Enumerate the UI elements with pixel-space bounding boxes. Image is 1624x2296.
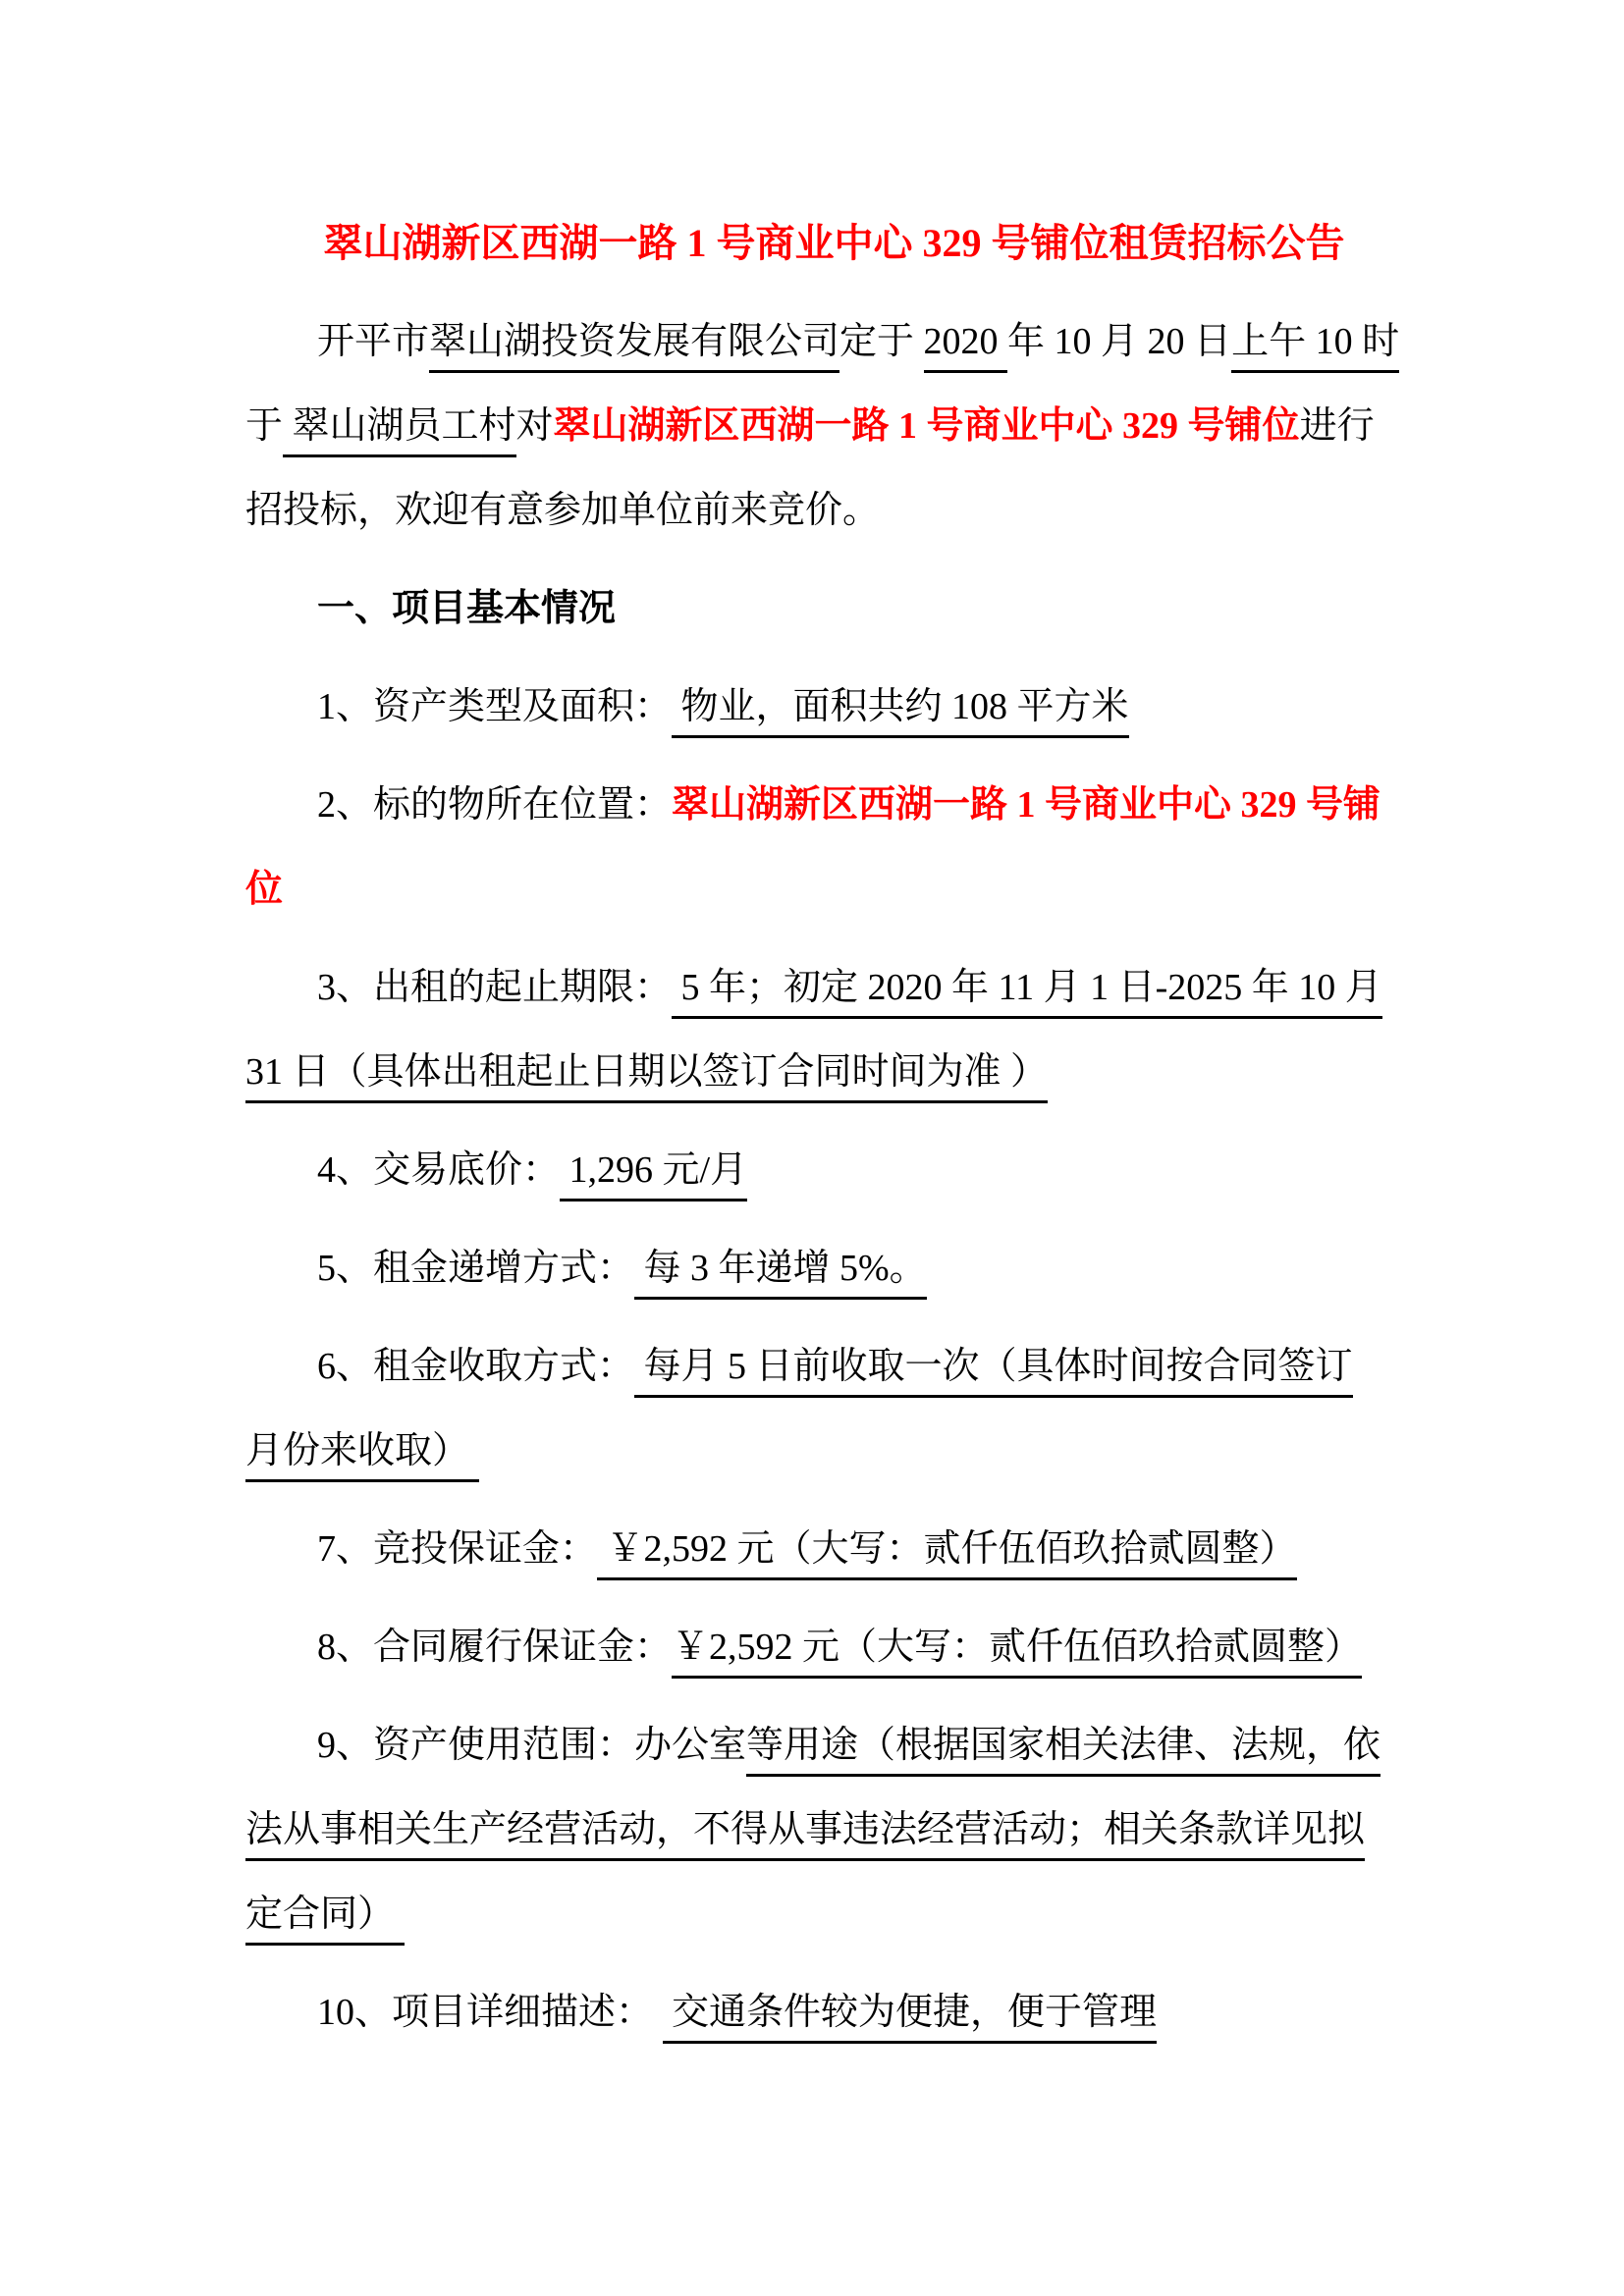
- text-line: [245, 1872, 1423, 1956]
- text-line: [245, 1409, 1423, 1493]
- text-line: [245, 468, 1423, 553]
- underlined-value-text: 物业，面积共约 108 平方米: [672, 686, 1129, 738]
- body-text: 10、项目详细描述：: [317, 1992, 663, 2033]
- item-9-usage-scope: [245, 1703, 1423, 1956]
- body-text: 4、交易底价：: [317, 1149, 561, 1191]
- body-text: 招投标，欢迎有意参加单位前来竞价。: [245, 490, 881, 531]
- underlined-value-text: 翠山湖员工村: [283, 405, 516, 457]
- text-line: [245, 384, 1423, 468]
- item-2-location: [245, 763, 1423, 932]
- text-line: [245, 1703, 1423, 1788]
- text-line: [245, 1970, 1423, 2055]
- underlined-value-text: 2020: [924, 321, 1008, 373]
- body-text: 2、标的物所在位置：: [317, 784, 673, 826]
- body-text: 开平市: [317, 321, 430, 362]
- body-text: 9、资产使用范围：办公室: [317, 1725, 747, 1766]
- underlined-value-text: 每月 5 日前收取一次（具体时间按合同签订: [634, 1346, 1353, 1398]
- body-text: 8、合同履行保证金：: [317, 1627, 673, 1668]
- body-text: 一、项目基本情况: [317, 588, 617, 629]
- underlined-value-text: 交通条件较为便捷，便于管理: [663, 1992, 1158, 2044]
- item-6-rent-collection: [245, 1324, 1423, 1493]
- body-text: 1、资产类型及面积：: [317, 686, 673, 727]
- highlighted-red-text: 翠山湖新区西湖一路 1 号商业中心 329 号铺位: [553, 405, 1300, 447]
- underlined-value-text: 1,296 元/月: [560, 1149, 747, 1201]
- item-10-description: [245, 1970, 1423, 2055]
- item-4-base-price: [245, 1128, 1423, 1212]
- underlined-value-text: 月份来收取）: [245, 1430, 479, 1482]
- text-line: [245, 299, 1423, 384]
- item-3-lease-term: [245, 945, 1423, 1114]
- text-line: [245, 1324, 1423, 1409]
- text-line: [245, 665, 1423, 749]
- item-8-performance-deposit: [245, 1605, 1423, 1689]
- underlined-value-text: ￥2,592 元（大写：贰仟伍佰玖拾贰圆整）: [597, 1528, 1297, 1580]
- underlined-value-text: 5 年；初定 2020 年 11 月 1 日-2025 年 10 月: [672, 967, 1382, 1019]
- highlighted-red-text: 翠山湖新区西湖一路 1 号商业中心 329 号铺: [672, 784, 1381, 826]
- body-text: 进行: [1299, 405, 1375, 447]
- body-text: 定于: [839, 321, 924, 362]
- text-line: [245, 847, 1423, 932]
- text-line: [245, 1128, 1423, 1212]
- item-1-asset-type: [245, 665, 1423, 749]
- text-line: [245, 1226, 1423, 1310]
- document-body: [245, 299, 1423, 2055]
- body-text: 于: [245, 405, 284, 447]
- underlined-value-text: 每 3 年递增 5%。: [634, 1248, 927, 1300]
- body-text: 年 10 月 20 日: [1007, 321, 1232, 362]
- text-line: [245, 1605, 1423, 1689]
- body-text: 6、租金收取方式：: [317, 1346, 635, 1387]
- text-line: [245, 1030, 1423, 1114]
- text-line: [245, 1788, 1423, 1872]
- item-7-bid-deposit: [245, 1507, 1423, 1591]
- body-text: 对: [515, 405, 554, 447]
- item-5-rent-increase: [245, 1226, 1423, 1310]
- section-1-heading: [245, 566, 1423, 651]
- text-line: [245, 1507, 1423, 1591]
- body-text: 3、出租的起止期限：: [317, 967, 673, 1008]
- underlined-value-text: 法从事相关生产经营活动，不得从事违法经营活动；相关条款详见拟: [245, 1809, 1365, 1861]
- underlined-value-text: 31 日（具体出租起止日期以签订合同时间为准 ）: [245, 1051, 1048, 1103]
- text-line: [245, 945, 1423, 1030]
- underlined-value-text: ￥2,592 元（大写：贰仟伍佰玖拾贰圆整）: [672, 1627, 1362, 1679]
- body-text: 7、竞投保证金：: [317, 1528, 598, 1570]
- underlined-value-text: 上午 10 时: [1231, 321, 1399, 373]
- underlined-value-text: 定合同）: [245, 1894, 405, 1946]
- underlined-value-text: 等用途（根据国家相关法律、法规，依: [746, 1725, 1380, 1777]
- body-text: 5、租金递增方式：: [317, 1248, 635, 1289]
- underlined-value-text: 翠山湖投资发展有限公司: [429, 321, 839, 373]
- text-line: [245, 763, 1423, 847]
- highlighted-red-text: 位: [245, 869, 284, 910]
- document-title: 翠山湖新区西湖一路 1 号商业中心 329 号铺位租赁招标公告: [323, 221, 1345, 265]
- intro-paragraph: [245, 299, 1423, 553]
- text-line: [245, 566, 1423, 651]
